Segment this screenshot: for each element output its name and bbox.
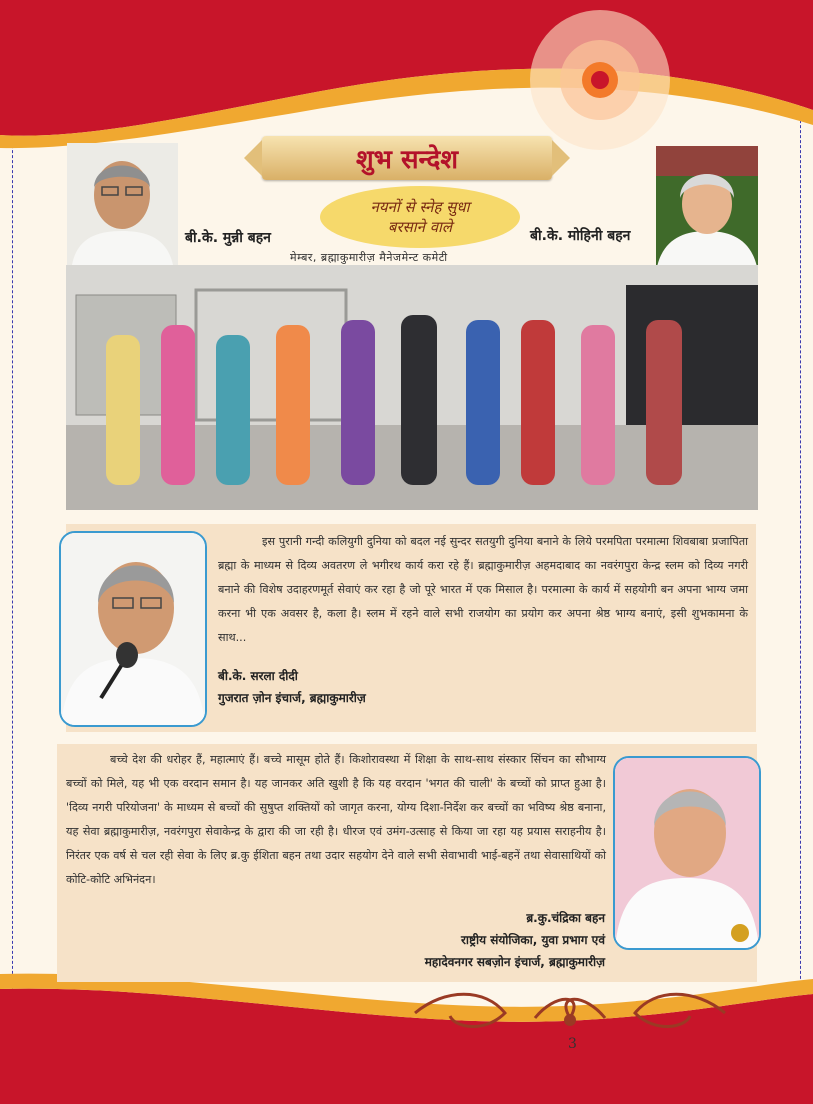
motto-badge: [320, 186, 520, 248]
message-2-signature: [340, 907, 605, 973]
photo-chandrika-bahan: [613, 756, 761, 950]
message-2-sign-title-1: राष्ट्रीय संयोजिका, युवा प्रभाग एवं: [460, 933, 605, 947]
top-red-band: [0, 0, 813, 150]
left-person-name: बी.के. मुन्नी बहन: [185, 230, 271, 246]
message-1-sign-name: बी.के. सरला दीदी: [218, 669, 298, 683]
sun-ray-icon: [530, 10, 670, 150]
message-1-signature: [218, 665, 366, 709]
member-caption: मेम्बर, ब्रह्माकुमारीज़ मैनेजमेन्ट कमेटी: [290, 251, 448, 264]
message-2-sign-title-2: महादेवनगर सबज़ोन इंचार्ज, ब्रह्माकुमारीज़: [424, 955, 605, 969]
page-number: 3: [568, 1036, 577, 1052]
motto-line-2: बरसाने वाले: [387, 218, 453, 236]
children-group-photo: [66, 265, 758, 510]
photo-left-person: [67, 143, 178, 265]
message-1-text: इस पुरानी गन्दी कलियुगी दुनिया को बदल नई सुन्दर सतयुगी दुनिया बनाने के लिये परमपिता परमात्मा शिवबाबा प्रजापिता ब्रह्मा के माध्यम से दिव्य अवतरण ले भगीरथ कार्य करा रहे हैं। ब्रह्माकुमारीज़ अहमदाबाद का नवरंगपुरा केन्द्र स्लम को दिव्य नगरी बनाने की विशेष उदाहरणमूर्त सेवाएं कर रहा है जो पूरे भारत में एक मिसाल है। परमात्मा के कार्य में सहयोगी बन अपना भाग्य जमा करना भी एक अवसर है, कला है। स्लम में रहने वाले सभी राजयोग का प्रयोग कर अपना श्रेष्ठ भाग्य बनाएं, इसी शुभकामना के साथ...: [218, 535, 748, 644]
message-1-sign-title: गुजरात ज़ोन इंचार्ज, ब्रह्माकुमारीज़: [218, 691, 366, 705]
photo-sarla-didi: [59, 531, 207, 727]
crop-line-right: [800, 0, 801, 1104]
message-2-sign-name: ब्र.कु.चंद्रिका बहन: [526, 911, 605, 925]
photo-right-person: [656, 146, 758, 272]
crop-line-left: [12, 0, 13, 1104]
message-2-text: बच्चे देश की धरोहर हैं, महात्माएं हैं। बच्चे मासूम होते हैं। किशोरावस्था में शिक्षा के साथ-साथ संस्कार सिंचन का सौभाग्य बच्चों को मिले, यह भी एक वरदान समान है। यह जानकर अति खुशी है कि यह वरदान 'भगत की चाली' के बच्चों को प्राप्त हुआ है। 'दिव्य नगरी परियोजना' के माध्यम से बच्चों की सुषुप्त शक्तियों को जागृत करना, योग्य दिशा-निर्देश कर बच्चों का भविष्य श्रेष्ठ बनाना, यह सेवा ब्रह्माकुमारीज़, नवरंगपुरा सेवाकेन्द्र के द्वारा की जा रही है। धीरज एवं उमंग-उत्साह से किया जा रहा यह प्रयास सराहनीय है। निरंतर एक वर्ष से चल रही सेवा के लिए ब्र.कु ईशिता बहन तथा उदार सहयोग देने वाले सभी सेवाभावी भाई-बहनें तथा सेवासाथियों को कोटि-कोटि अभिनंदन।: [66, 753, 606, 886]
right-person-name: बी.के. मोहिनी बहन: [530, 228, 631, 244]
motto-line-1: नयनों से स्नेह सुधा: [370, 198, 470, 216]
page-title: शुभ सन्देश: [262, 136, 552, 180]
ornament-swirl-icon: [405, 988, 735, 1038]
